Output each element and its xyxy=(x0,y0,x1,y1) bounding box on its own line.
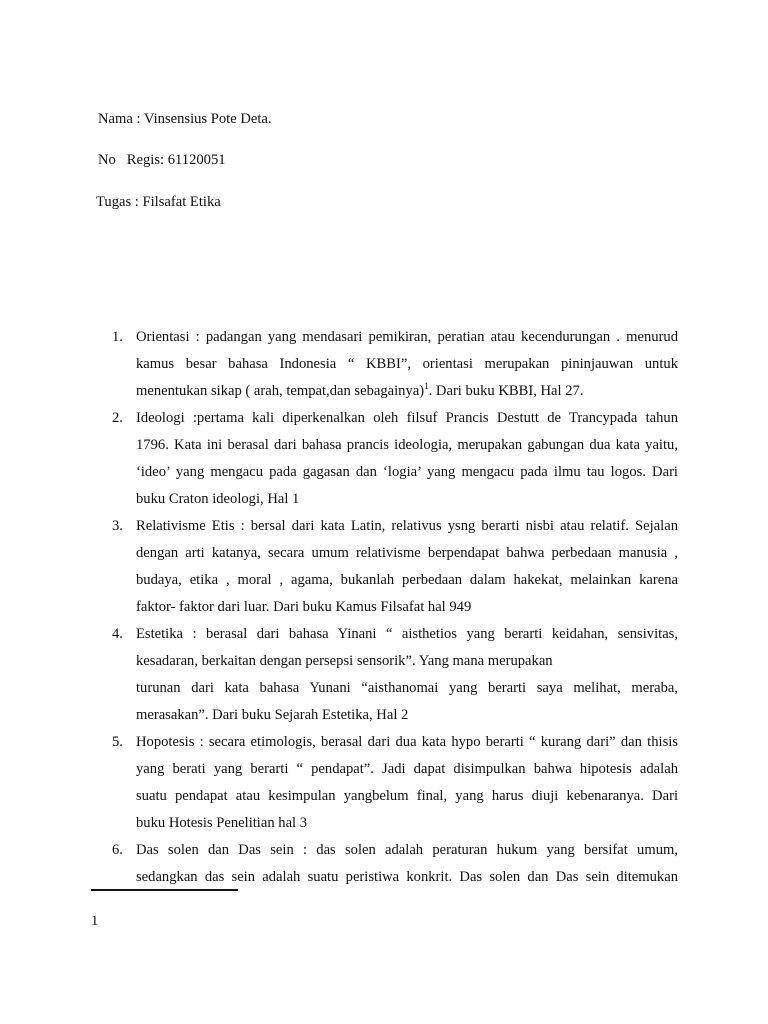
item-text-line: buku Hotesis Penelitian hal 3 xyxy=(136,815,308,831)
list-item-2 xyxy=(108,405,678,513)
footnote-separator xyxy=(91,889,238,891)
definitions-list xyxy=(108,324,678,891)
list-number: 5. xyxy=(112,734,123,750)
item-text-line: suatu pendapat atau kesimpulan yangbelum final, yang harus diuji kebenaranya. Dari xyxy=(136,788,678,804)
footnote-reference[interactable]: 1 xyxy=(424,381,429,392)
item-text-line: sedangkan das sein adalah suatu peristiwa konkrit. Das solen dan Das sein ditemukan xyxy=(136,869,678,885)
registration-line: No Regis: 61120051 xyxy=(98,152,226,168)
item-text-line: budaya, etika , moral , agama, bukanlah perbedaan dalam hakekat, melainkan karena xyxy=(136,572,678,588)
list-item-3 xyxy=(108,513,678,621)
footnote-number: 1 xyxy=(91,913,99,929)
item-text-line: Relativisme Etis : bersal dari kata Latin, relativus ysng berarti nisbi atau relatif. Sejalan xyxy=(136,518,678,534)
list-number: 3. xyxy=(112,518,123,534)
list-item-6 xyxy=(108,837,678,891)
item-text-line: dengan arti katanya, secara umum relativisme berpendapat bahwa perbedaan manusia , xyxy=(136,545,678,561)
item-text-line: merasakan”. Dari buku Sejarah Estetika, Hal 2 xyxy=(136,707,409,723)
item-text-line: turunan dari kata bahasa Yunani “aisthanomai yang berarti saya melihat, meraba, xyxy=(136,680,678,696)
item-text-segment: menentukan sikap ( arah, tempat,dan sebagainya) xyxy=(136,383,425,399)
item-text-line: Ideologi :pertama kali diperkenalkan oleh filsuf Prancis Destutt de Trancypada tahun xyxy=(136,410,678,426)
list-item-5 xyxy=(108,729,678,837)
name-line: Nama : Vinsensius Pote Deta. xyxy=(98,111,272,127)
item-text-line: kamus besar bahasa Indonesia “ KBBI”, orientasi merupakan pininjauwan untuk xyxy=(136,356,678,372)
item-text-line: Das solen dan Das sein : das solen adalah peraturan hukum yang bersifat umum, xyxy=(136,842,678,858)
item-text-line: faktor- faktor dari luar. Dari buku Kamus Filsafat hal 949 xyxy=(136,599,472,615)
list-number: 2. xyxy=(112,410,123,426)
list-item-1 xyxy=(108,324,678,405)
list-number: 1. xyxy=(112,329,123,345)
assignment-line: Tugas : Filsafat Etika xyxy=(96,194,221,210)
item-text-line: Hopotesis : secara etimologis, berasal dari dua kata hypo berarti “ kurang dari” dan thisis xyxy=(136,734,678,750)
item-text-segment: . Dari buku KBBI, Hal 27. xyxy=(428,383,584,399)
item-text-line: 1796. Kata ini berasal dari bahasa prancis ideologia, merupakan gabungan dua kata yaitu, xyxy=(136,437,678,453)
item-text-line xyxy=(136,378,678,405)
item-text-line: yang berati yang berarti “ pendapat”. Jadi dapat disimpulkan bahwa hipotesis adalah xyxy=(136,761,678,777)
item-text-line: ‘ideo’ yang mengacu pada gagasan dan ‘logia’ yang mengacu pada ilmu tau logos. Dari xyxy=(136,464,678,480)
item-text-line: buku Craton ideologi, Hal 1 xyxy=(136,491,300,507)
item-text-line: Orientasi : padangan yang mendasari pemikiran, peratian atau kecendurungan . menurud xyxy=(136,329,678,345)
item-text-line: kesadaran, berkaitan dengan persepsi sensorik”. Yang mana merupakan xyxy=(136,653,553,669)
list-item-4 xyxy=(108,621,678,729)
list-number: 4. xyxy=(112,626,123,642)
item-text-line: Estetika : berasal dari bahasa Yinani “ aisthetios yang berarti keidahan, sensivitas, xyxy=(136,626,678,642)
list-number: 6. xyxy=(112,842,123,858)
